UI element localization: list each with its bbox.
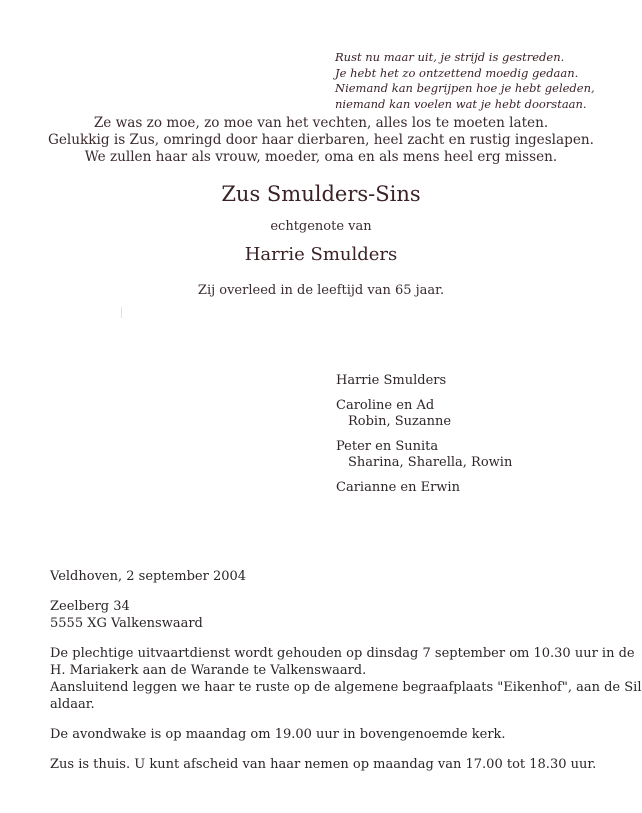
family-member: Caroline en Ad: [336, 398, 435, 413]
poem: [335, 50, 595, 112]
service-line: H. Mariakerk aan de Warande te Valkenswaard.: [50, 663, 367, 678]
service-line: De plechtige uitvaartdienst wordt gehouden op dinsdag 7 september om 10.30 uur in de: [50, 646, 635, 661]
family-group: [336, 439, 512, 471]
family-children: Robin, Suzanne: [348, 414, 452, 429]
intro-line: We zullen haar als vrouw, moeder, oma en als mens heel erg missen.: [84, 149, 558, 165]
family-group: [336, 480, 512, 496]
intro-line: Ze was zo moe, zo moe van het vechten, alles los te moeten laten.: [93, 115, 549, 131]
footer-info: [50, 568, 641, 786]
service-line: aldaar.: [50, 697, 95, 712]
age-text: Zij overleed in de leeftijd van 65 jaar.: [197, 283, 445, 298]
poem-line: Rust nu maar uit, je strijd is gestreden.: [335, 50, 565, 64]
intro-text: [0, 115, 642, 166]
family-list: [336, 373, 512, 505]
visitation-info: [50, 756, 641, 773]
address-line: Zeelberg 34: [50, 599, 130, 614]
deceased-name: Zus Smulders-Sins: [221, 182, 421, 206]
family-member: Peter en Sunita: [336, 439, 439, 454]
place-date-text: Veldhoven, 2 september 2004: [50, 569, 247, 584]
address-line: 5555 XG Valkenswaard: [50, 616, 203, 631]
family-member: Harrie Smulders: [336, 373, 447, 388]
poem-line: Je hebt het zo ontzettend moedig gedaan.: [335, 65, 579, 80]
family-member: Carianne en Erwin: [336, 480, 460, 495]
service-line: Aansluitend leggen we haar te ruste op de algemene begraafplaats "Eikenhof", aan de Sil: [50, 680, 642, 695]
family-group: [336, 373, 512, 389]
address: [50, 598, 641, 632]
poem-line: Niemand kan begrijpen hoe je hebt geleden,: [335, 81, 595, 95]
family-children: Sharina, Sharella, Rowin: [348, 455, 513, 470]
intro-line: Gelukkig is Zus, omringd door haar dierbaren, heel zacht en rustig ingeslapen.: [48, 132, 594, 148]
spouse-name: Harrie Smulders: [244, 244, 398, 265]
relation-text: echtgenote van: [270, 219, 372, 234]
scan-mark: [121, 307, 122, 318]
poem-line: niemand kan voelen wat je hebt doorstaan.: [335, 96, 587, 111]
visitation-text: Zus is thuis. U kunt afscheid van haar nemen op maandag van 17.00 tot 18.30 uur.: [50, 757, 597, 772]
vigil-text: De avondwake is op maandag om 19.00 uur in bovengenoemde kerk.: [50, 727, 506, 742]
vigil-info: [50, 726, 641, 743]
place-date: [50, 568, 641, 585]
service-info: [50, 645, 641, 713]
family-group: [336, 398, 512, 430]
